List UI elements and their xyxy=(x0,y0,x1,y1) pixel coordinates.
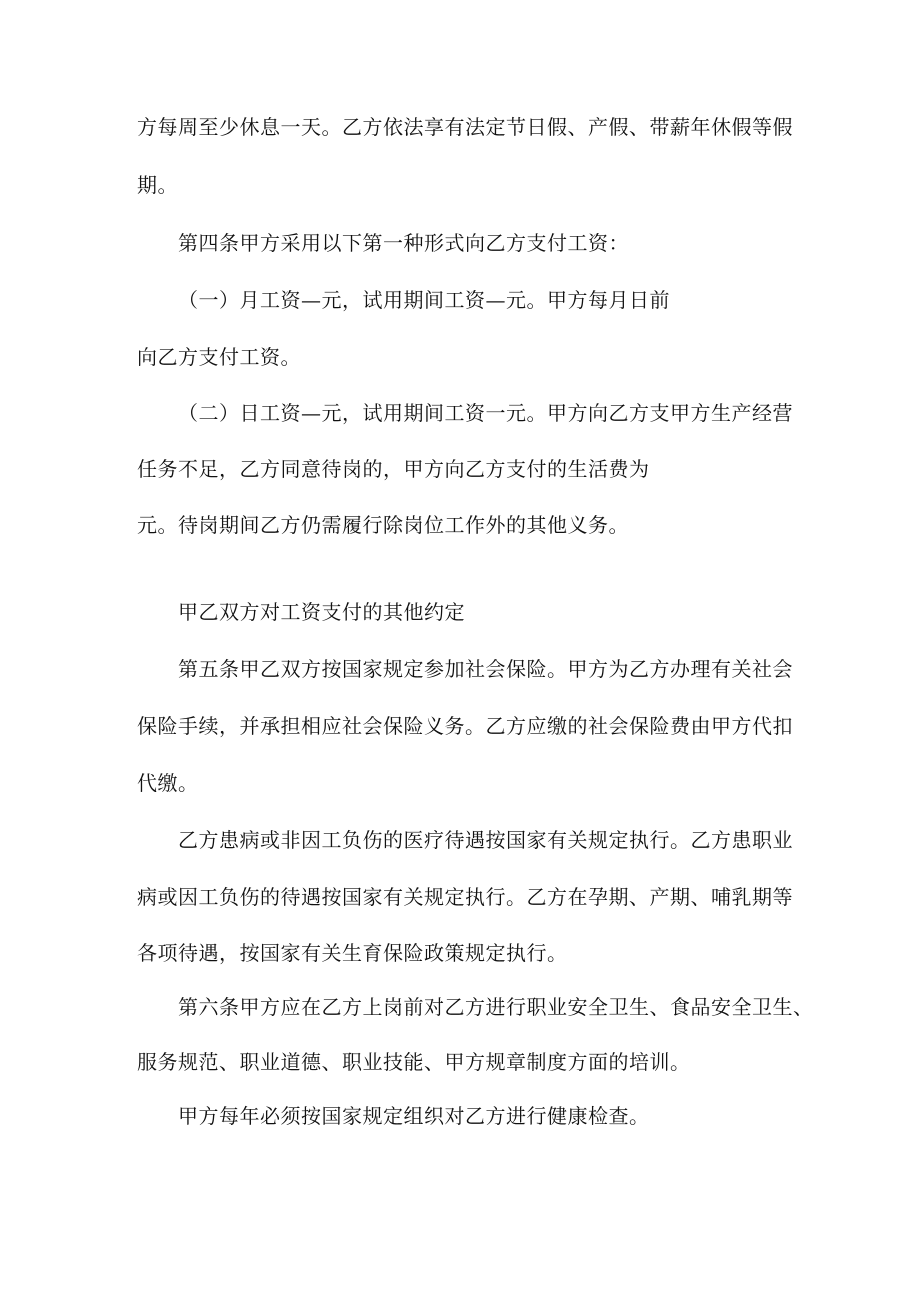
text-line-17: 服务规范、职业道德、职业技能、甲方规章制度方面的培训。 xyxy=(137,1050,691,1074)
text-line-3: 第四条甲方采用以下第一种形式向乙方支付工资： xyxy=(178,231,629,255)
text-line-6: （二）日工资—元，试用期间工资一元。甲方向乙方支甲方生产经营 xyxy=(178,401,793,425)
text-line-2: 期。 xyxy=(137,173,178,197)
text-line-8: 元。待岗期间乙方仍需履行除岗位工作外的其他义务。 xyxy=(137,513,629,537)
text-line-4: （一）月工资—元，试用期间工资—元。甲方每月日前 xyxy=(178,288,670,312)
text-line-11: 保险手续，并承担相应社会保险义务。乙方应缴的社会保险费由甲方代扣 xyxy=(137,714,793,738)
text-line-14: 病或因工负伤的待遇按国家有关规定执行。乙方在孕期、产期、哺乳期等 xyxy=(137,885,793,909)
text-line-16: 第六条甲方应在乙方上岗前对乙方进行职业安全卫生、食品安全卫生、 xyxy=(178,995,814,1019)
text-line-5: 向乙方支付工资。 xyxy=(137,345,301,369)
text-line-10: 第五条甲乙双方按国家规定参加社会保险。甲方为乙方办理有关社会 xyxy=(178,657,793,681)
text-line-18: 甲方每年必须按国家规定组织对乙方进行健康检查。 xyxy=(178,1104,650,1128)
text-line-1: 方每周至少休息一天。乙方依法享有法定节日假、产假、带薪年休假等假 xyxy=(137,115,793,139)
text-line-12: 代缴。 xyxy=(137,771,199,795)
text-line-9: 甲乙双方对工资支付的其他约定 xyxy=(178,600,465,624)
text-line-7: 任务不足，乙方同意待岗的，甲方向乙方支付的生活费为 xyxy=(137,457,650,481)
text-line-15: 各项待遇，按国家有关生育保险政策规定执行。 xyxy=(137,941,568,965)
text-line-13: 乙方患病或非因工负伤的医疗待遇按国家有关规定执行。乙方患职业 xyxy=(178,828,793,852)
